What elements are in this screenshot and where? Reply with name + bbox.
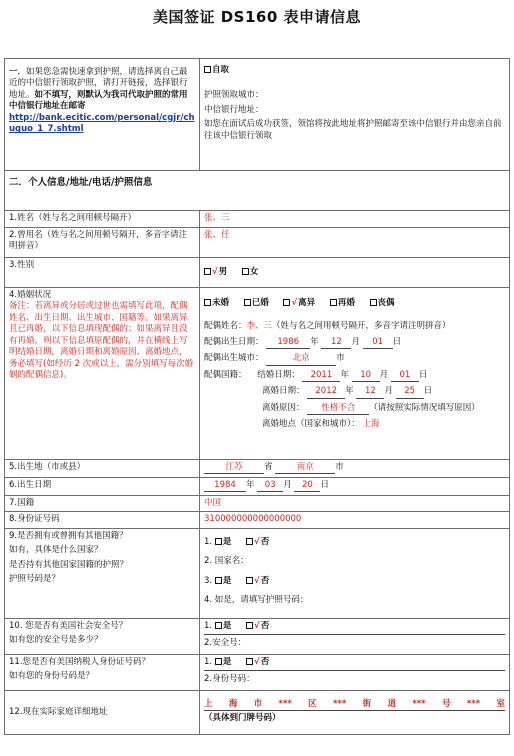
gender-label: 3.性别 (5, 258, 200, 288)
divorce-date-label: 离婚日期： (262, 386, 305, 397)
day-unit: 日 (418, 369, 428, 380)
section-2-heading: 二．个人信息/地址/电话/护照信息 (5, 171, 510, 211)
self-pickup-checkbox[interactable] (204, 66, 211, 73)
address-part: 街 (362, 698, 372, 709)
row-dob (5, 478, 510, 496)
birthplace-value (200, 460, 510, 478)
other-nationality-answer-3 (204, 576, 505, 587)
id-number-label: 8.身份证号码 (5, 512, 200, 528)
year-unit: 年 (340, 369, 349, 380)
city-unit: 市 (336, 353, 345, 364)
address-part: *** (278, 698, 292, 709)
marital-option-single[interactable] (204, 298, 229, 308)
dob-month[interactable]: 03 (257, 480, 283, 492)
row-birthplace (5, 460, 510, 478)
gender-male-option[interactable] (204, 267, 227, 277)
pickup-city-label: 护照领取城市： (204, 90, 264, 101)
address-part: *** (412, 698, 426, 709)
answer-1-yes[interactable] (215, 537, 232, 547)
other-nationality-answers (200, 528, 510, 618)
female-label: 女 (249, 266, 259, 277)
dob-value (200, 478, 510, 496)
widowed-label: 丧偶 (377, 298, 395, 308)
no-check-mark: √ (254, 536, 260, 547)
divorced-check-mark: √ (291, 298, 298, 308)
row-other-nationality (5, 528, 510, 618)
month-unit: 月 (379, 369, 389, 380)
address-part: 室 (496, 698, 505, 709)
marital-note: 若离异或分居或过世也需填写此项，配偶姓名、出生日期、出生城市、国籍等。如果离异且已再婚，以下信息填现配偶的；如果离异且没有再婚，则以下信息填原配偶的，并在横线上写明结婚日期，离婚日期和离婚原因、离婚地点，务必填写(如经历 2 次或以上，需分别填写每次婚姻的配偶信息)。 (9, 301, 194, 381)
taxpayer-id-answer-1 (204, 657, 505, 671)
gender-options (200, 258, 510, 288)
section-1-intro: 如果您急需快速拿到护照，请选择离自己最近的中信银行领取护照，请打开链接，选择银行地址。 (9, 67, 188, 100)
widowed-checkbox[interactable] (370, 299, 377, 306)
ssn-label (5, 618, 200, 654)
other-nationality-q4: 护照号码是？ (9, 574, 61, 585)
birth-city-value[interactable]: 南京 (275, 462, 335, 474)
divorce-date-year[interactable]: 2012 (307, 386, 345, 398)
row-nationality (5, 496, 510, 512)
divorce-date-day[interactable]: 25 (396, 386, 424, 398)
dob-day[interactable]: 20 (294, 480, 320, 492)
yes-label: 是 (222, 575, 232, 586)
marry-date-day[interactable]: 01 (391, 370, 419, 382)
year-unit: 年 (310, 336, 319, 347)
address-label: 12.现在实际家庭详细地址 (5, 690, 200, 734)
spouse-dob-year[interactable]: 1986 (266, 337, 310, 349)
taxpayer-id-q1: 11.您是否有美国纳税人身份证号码？ (9, 656, 151, 667)
spouse-nation-line (204, 370, 505, 382)
address-part: 市 (253, 698, 263, 709)
section-1-heading: 一． (9, 67, 27, 77)
taxpayer-answer-num: 1. (204, 656, 213, 667)
address-parts (204, 699, 505, 711)
other-nationality-q1: 9.是否拥有或曾拥有其他国籍？ (9, 530, 128, 541)
no-check-mark: √ (254, 575, 260, 586)
row-address (5, 690, 510, 734)
id-number-value[interactable]: 310000000000000000 (200, 512, 510, 528)
row-id-number (5, 512, 510, 528)
yes-checkbox[interactable] (215, 658, 222, 665)
ssn-answer-1 (204, 621, 505, 635)
address-value[interactable] (200, 690, 510, 734)
section-1-warning: 如不填写，则默认为我司代取护照的常用中信银行地址在邮寄 (9, 89, 188, 112)
remarried-label: 再婚 (337, 298, 355, 308)
no-check-mark: √ (254, 620, 260, 631)
row-ssn (5, 618, 510, 654)
month-unit: 月 (283, 480, 292, 490)
spouse-name-value[interactable]: 李、三 (246, 321, 273, 332)
month-unit: 月 (384, 386, 393, 397)
year-unit: 年 (246, 480, 255, 490)
spouse-name-hint: （姓与名之间用顿号隔开，多音字请注明拼音） (272, 321, 451, 332)
spouse-name-line (204, 321, 505, 332)
yes-checkbox[interactable] (215, 538, 222, 545)
spouse-city-value[interactable]: 北京 (266, 353, 336, 365)
taxpayer-number-label: 2.身份号码： (204, 674, 255, 685)
answer-3-num: 3. (204, 575, 213, 586)
ssn-answer-num: 1. (204, 620, 213, 631)
birthplace-label: 5.出生地（市或县） (5, 460, 200, 478)
no-checkbox[interactable] (246, 577, 253, 584)
address-hint: （具体到门牌号码） (204, 713, 281, 724)
day-unit: 日 (320, 480, 329, 490)
row-name (5, 211, 510, 228)
yes-label: 是 (222, 620, 232, 631)
divorced-label: 离异 (298, 298, 316, 308)
other-nationality-answer-1 (204, 537, 505, 548)
bank-address-label: 中信银行地址： (204, 104, 264, 115)
ds160-form-table (4, 58, 510, 735)
taxpayer-id-label (5, 654, 200, 690)
self-pickup-label: 自取 (212, 65, 230, 75)
married-checkbox[interactable] (244, 299, 251, 306)
address-part: 道 (387, 698, 396, 709)
male-check-mark: √ (212, 266, 218, 277)
country-name-label: 2. 国家名： (204, 556, 249, 567)
passport-number-label: 4. 如是，请填写护照号码： (204, 595, 309, 606)
former-name-value[interactable]: 张、任 (200, 228, 510, 258)
answer-3-yes[interactable] (215, 576, 232, 586)
no-checkbox[interactable] (246, 538, 253, 545)
spouse-dob-day[interactable]: 01 (363, 337, 393, 349)
taxpayer-id-q2: 如有您的身份号码是？ (9, 671, 95, 682)
row-taxpayer-id (5, 654, 510, 690)
divorce-place-line (204, 419, 505, 430)
spouse-city-line (204, 353, 505, 365)
row-former-name (5, 228, 510, 258)
address-part: 海 (228, 698, 238, 709)
married-label: 已婚 (251, 298, 269, 308)
no-label: 否 (260, 536, 270, 547)
ssn-answers (200, 618, 510, 654)
marital-right (200, 288, 510, 460)
row-gender (5, 258, 510, 288)
marry-date-year[interactable]: 2011 (302, 370, 340, 382)
marital-label: 4.婚姻状况 (9, 290, 52, 300)
dob-year[interactable]: 1984 (204, 480, 246, 492)
answer-1-no[interactable] (246, 537, 269, 547)
yes-checkbox[interactable] (215, 577, 222, 584)
marital-option-remarried[interactable] (330, 298, 355, 308)
marry-date-label: 结婚日期： (257, 369, 300, 380)
divorce-place-value[interactable]: 上海 (362, 419, 380, 430)
pickup-note: 如您在面试后成功获签，领馆将按此地址将护照邮寄至该中信银行并由您亲自前往该中信银行领取 (204, 119, 502, 141)
year-unit: 年 (345, 386, 354, 397)
other-nationality-q3: 是否持有其他国家国籍的护照？ (9, 559, 129, 570)
no-label: 否 (260, 575, 270, 586)
month-unit: 月 (351, 336, 360, 347)
birth-province-value[interactable]: 江苏 (204, 462, 264, 474)
former-name-label: 2.曾用名（姓与名之间用顿号隔开，多音字请注明拼音） (5, 228, 200, 258)
spouse-city-label: 配偶出生城市： (204, 353, 264, 364)
dob-label: 6.出生日期 (5, 478, 200, 496)
answer-1-num: 1. (204, 536, 213, 547)
ssn-q2: 如有您的安全号是多少？ (9, 635, 103, 646)
no-label: 否 (260, 656, 270, 667)
divorce-place-label: 离婚地点（国家和城市）： (262, 419, 360, 430)
yes-checkbox[interactable] (215, 622, 222, 629)
birth-city-unit: 市 (335, 462, 344, 472)
spouse-dob-month[interactable]: 12 (321, 337, 351, 349)
divorce-date-line (204, 386, 505, 398)
yes-label: 是 (222, 656, 232, 667)
spouse-nation-label: 配偶国籍： (204, 369, 247, 380)
spouse-dob-label: 配偶出生日期： (204, 336, 264, 347)
no-label: 否 (260, 620, 270, 631)
no-checkbox[interactable] (246, 622, 253, 629)
address-part: *** (332, 698, 347, 709)
other-nationality-q2: 如有，具体是什么国家？ (9, 545, 103, 556)
male-label: 男 (218, 266, 228, 277)
spouse-name-label: 配偶姓名： (204, 321, 247, 332)
address-part: 区 (308, 698, 317, 709)
female-checkbox[interactable] (242, 268, 249, 275)
address-part: *** (466, 698, 481, 709)
ssn-no[interactable] (246, 621, 269, 631)
section-1-left (5, 59, 200, 171)
page-title: 美国签证 DS160 表申请信息 (152, 8, 361, 26)
no-check-mark: √ (254, 656, 260, 667)
yes-label: 是 (222, 536, 232, 547)
day-unit: 日 (423, 386, 433, 397)
ssn-q1: 10. 您是否有美国社会安全号？ (9, 620, 128, 631)
marital-option-married[interactable] (244, 298, 269, 308)
divorced-checkbox[interactable] (283, 299, 290, 306)
section-1-row (5, 59, 510, 171)
divorce-reason-line (204, 403, 505, 415)
marital-left (5, 288, 200, 460)
marital-note-prefix: 备注： (9, 301, 35, 312)
marry-date-month[interactable]: 10 (352, 370, 380, 382)
ssn-yes[interactable] (215, 621, 232, 631)
no-checkbox[interactable] (246, 658, 253, 665)
day-unit: 日 (392, 336, 402, 347)
male-checkbox[interactable] (204, 268, 211, 275)
name-label: 1.姓名（姓与名之间用顿号隔开） (5, 211, 200, 228)
marital-option-divorced[interactable] (283, 298, 315, 308)
taxpayer-no[interactable] (246, 657, 269, 667)
single-label: 未婚 (212, 298, 230, 308)
gender-female-option[interactable] (242, 267, 259, 277)
remarried-checkbox[interactable] (330, 299, 337, 306)
divorce-reason-hint: （请按照实际情况填写原因） (369, 402, 480, 413)
divorce-reason-value[interactable]: 性格不合 (307, 403, 369, 415)
single-checkbox[interactable] (204, 299, 211, 306)
province-unit: 省 (264, 462, 273, 472)
taxpayer-id-answers (200, 654, 510, 690)
nationality-value[interactable]: 中国 (200, 496, 510, 512)
other-nationality-label (5, 528, 200, 618)
answer-3-no[interactable] (246, 576, 269, 586)
address-part: 上 (204, 698, 213, 709)
ssn-number-label: 2.安全号： (204, 638, 247, 649)
divorce-date-month[interactable]: 12 (356, 386, 384, 398)
marital-option-widowed[interactable] (370, 298, 395, 308)
name-value[interactable]: 张、三 (200, 211, 510, 228)
bank-link[interactable]: http://bank.ecitic.com/personal/cgjr/chuguo_1_7.shtml (9, 112, 195, 135)
section-2-row (5, 171, 510, 211)
address-part: 号 (441, 698, 451, 709)
divorce-reason-label: 离婚原因： (262, 402, 305, 413)
nationality-label: 7.国籍 (5, 496, 200, 512)
section-1-right (200, 59, 510, 171)
spouse-dob-line (204, 337, 505, 349)
marital-options (204, 298, 505, 309)
taxpayer-yes[interactable] (215, 657, 232, 667)
row-marital (5, 288, 510, 460)
